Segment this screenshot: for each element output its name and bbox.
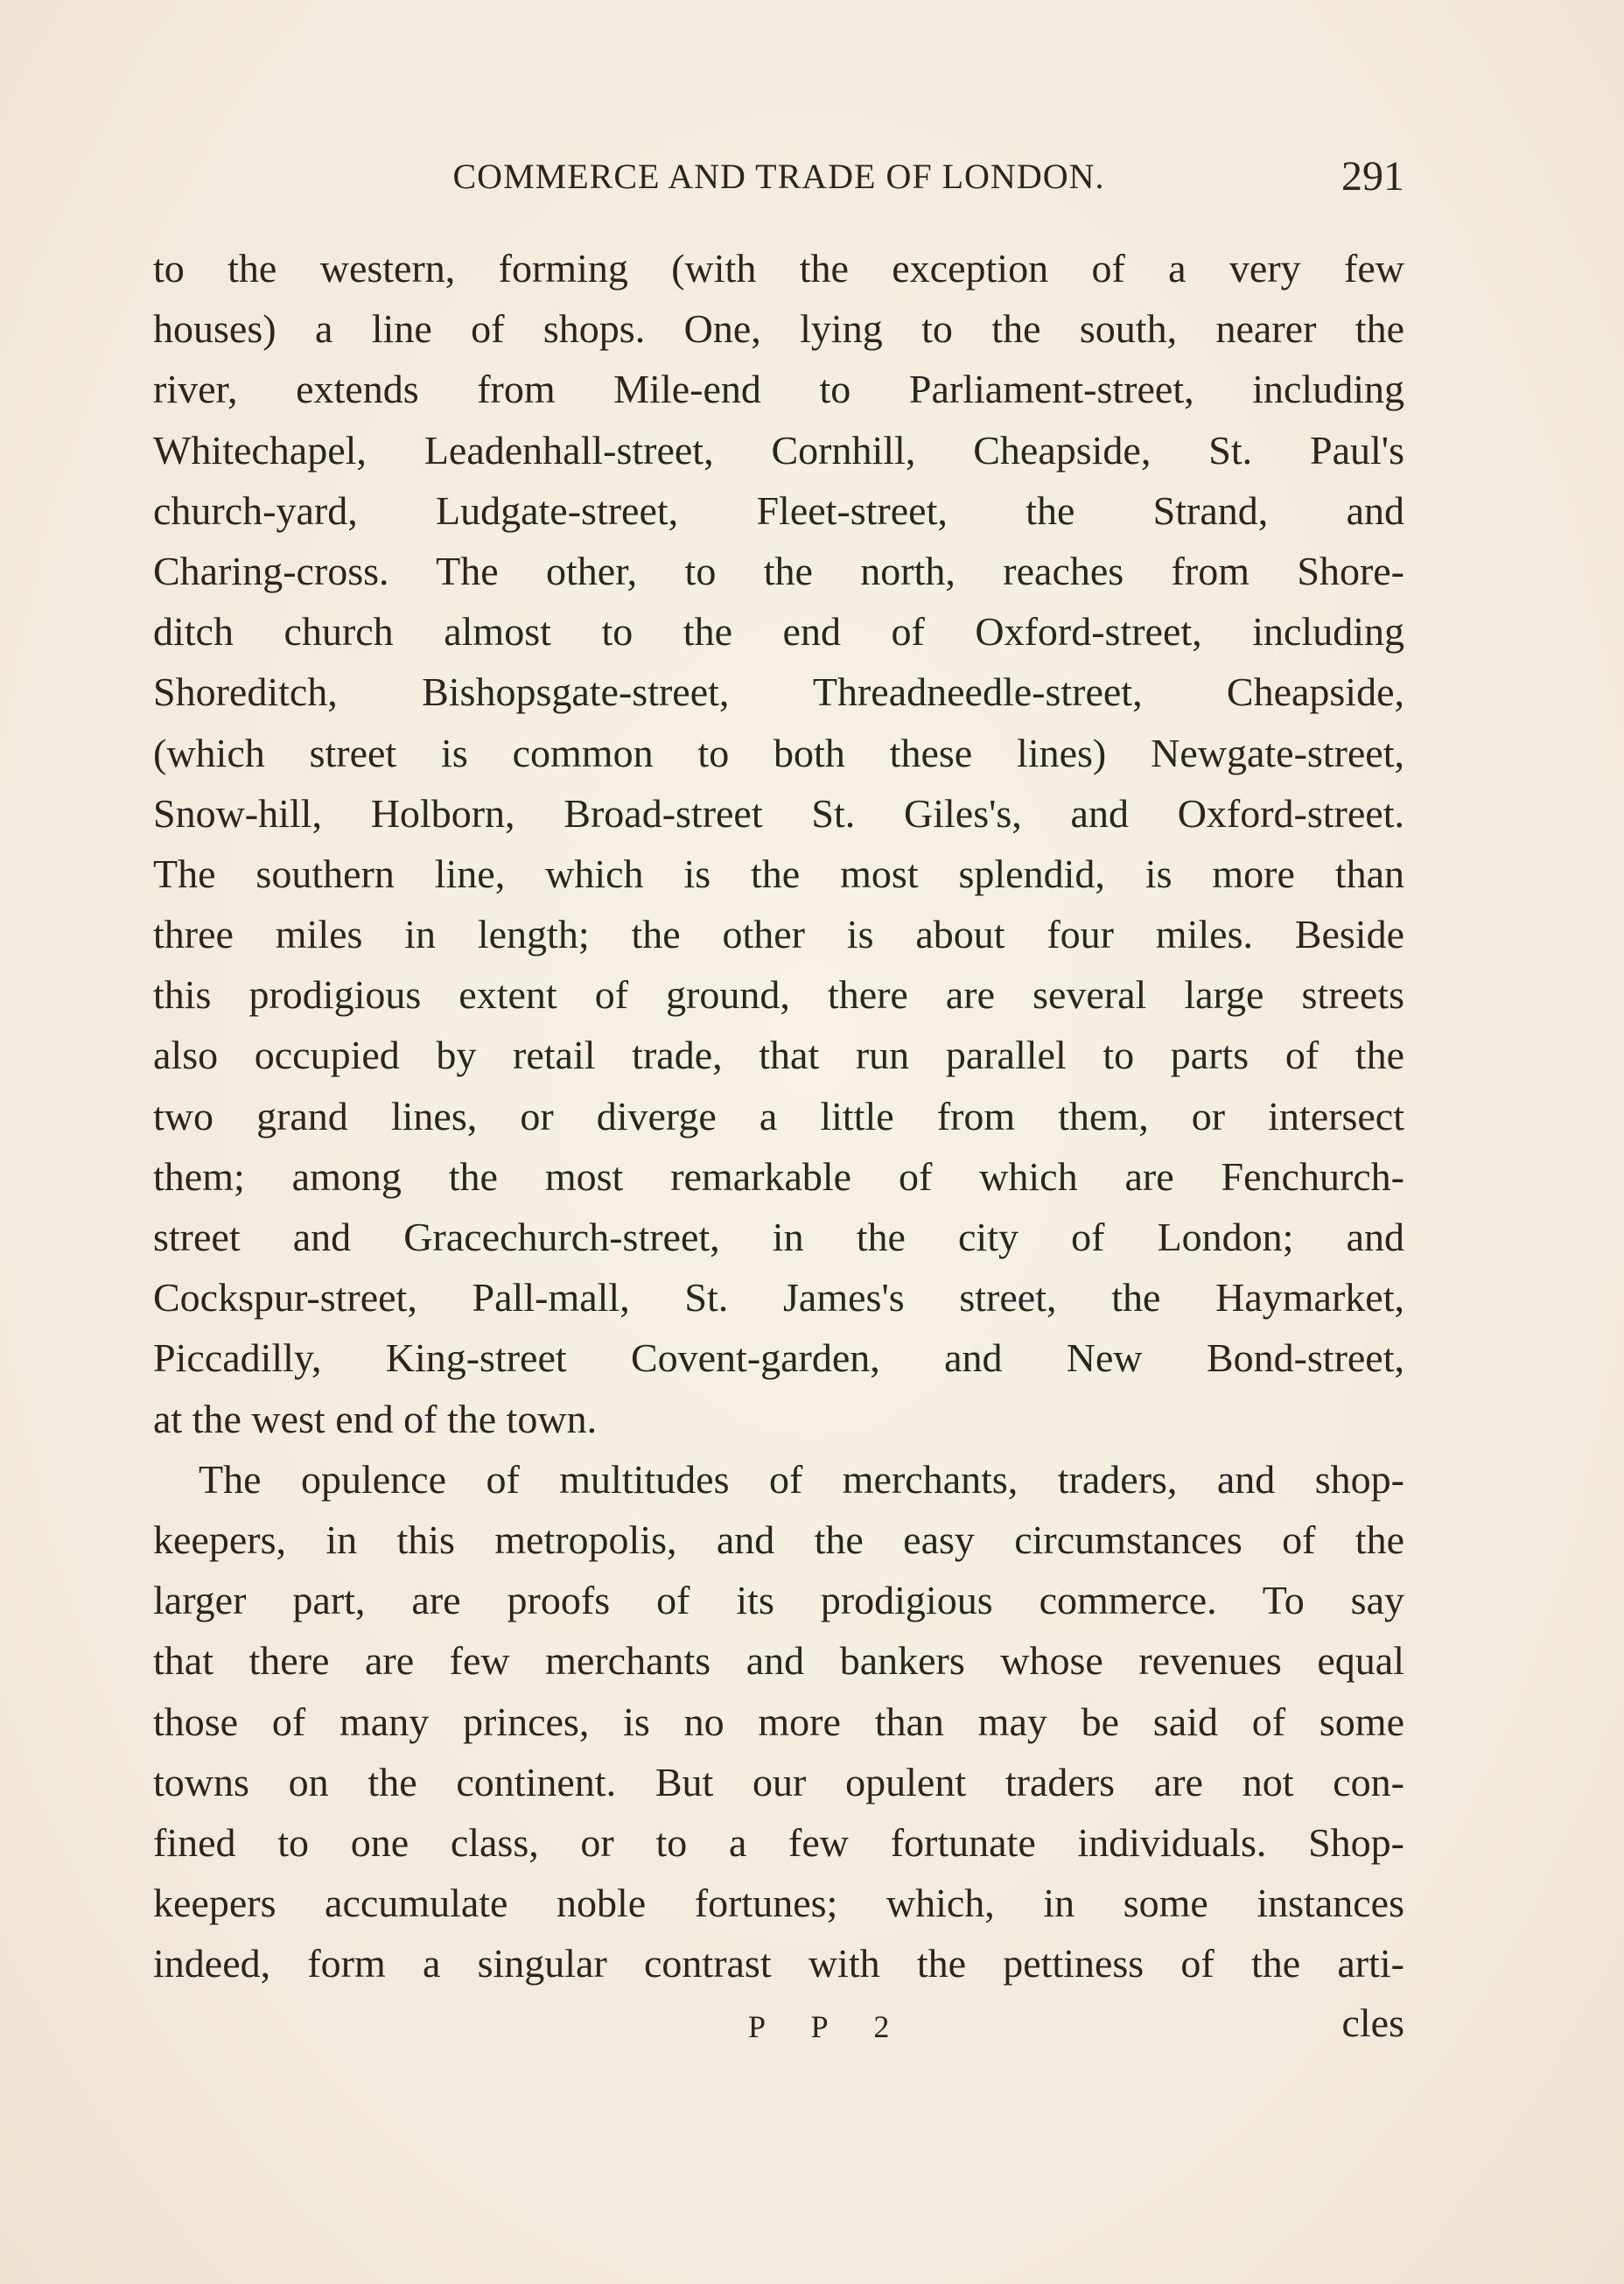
running-head [153, 140, 1404, 201]
text-line: Shoreditch, Bishopsgate-street, Threadneedle-street, Cheapside, [153, 669, 1404, 715]
text-line: larger part, are proofs of its prodigious commerce. To say [153, 1578, 1404, 1623]
page-number: 291 [1341, 153, 1404, 200]
text-line: river, extends from Mile-end to Parliament-street, including [153, 367, 1404, 412]
catchword: cles [1341, 2000, 1404, 2045]
text-line: keepers, in this metropolis, and the easy circumstances of the [153, 1517, 1404, 1562]
text-line: fined to one class, or to a few fortunate individuals. Shop- [153, 1819, 1404, 1865]
text-line: street and Gracechurch-street, in the city of London; and [153, 1215, 1404, 1259]
text-line: Charing-cross. The other, to the north, reaches from Shore- [153, 548, 1404, 593]
page-footer [153, 2000, 1404, 2061]
paragraph-start-line: The opulence of multitudes of merchants, traders, and shop- [199, 1456, 1404, 1502]
text-line: that there are few merchants and bankers whose revenues equal [153, 1638, 1404, 1684]
text-line: Whitechapel, Leadenhall-street, Cornhill, Cheapside, St. Paul's [153, 427, 1404, 473]
body-text [153, 238, 1404, 1993]
text-line: church-yard, Ludgate-street, Fleet-street, the Strand, and [153, 487, 1404, 533]
text-line: ditch church almost to the end of Oxford-street, including [153, 609, 1404, 655]
paragraph-end-line: at the west end of the town. [153, 1396, 598, 1441]
text-line: those of many princes, is no more than may be said of some [153, 1699, 1404, 1744]
text-line: indeed, form a singular contrast with the pettiness of the arti- [153, 1941, 1404, 1986]
text-line: them; among the most remarkable of which are Fenchurch- [153, 1153, 1404, 1199]
text-line: towns on the continent. But our opulent traders are not con- [153, 1759, 1404, 1804]
text-line: three miles in length; the other is about four miles. Beside [153, 912, 1404, 957]
text-line: houses) a line of shops. One, lying to the south, nearer the [153, 306, 1404, 352]
text-line: also occupied by retail trade, that run parallel to parts of the [153, 1033, 1404, 1078]
text-line: (which street is common to both these lines) Newgate-street, [153, 730, 1404, 775]
text-line: Cockspur-street, Pall-mall, St. James's street, the Haymarket, [153, 1275, 1404, 1321]
text-line: Piccadilly, King-street Covent-garden, and New Bond-street, [153, 1335, 1404, 1381]
text-line: this prodigious extent of ground, there are several large streets [153, 972, 1404, 1018]
text-line: The southern line, which is the most splendid, is more than [153, 851, 1404, 896]
signature-mark: P P 2 [748, 2009, 909, 2044]
text-line: to the western, forming (with the exception of a very few [153, 246, 1404, 291]
text-line: two grand lines, or diverge a little from them, or intersect [153, 1093, 1404, 1138]
running-title: COMMERCE AND TRADE OF LONDON. [452, 157, 1105, 196]
text-line: keepers accumulate noble fortunes; which, in some instances [153, 1881, 1404, 1926]
text-line: Snow-hill, Holborn, Broad-street St. Giles's, and Oxford-street. [153, 790, 1404, 836]
